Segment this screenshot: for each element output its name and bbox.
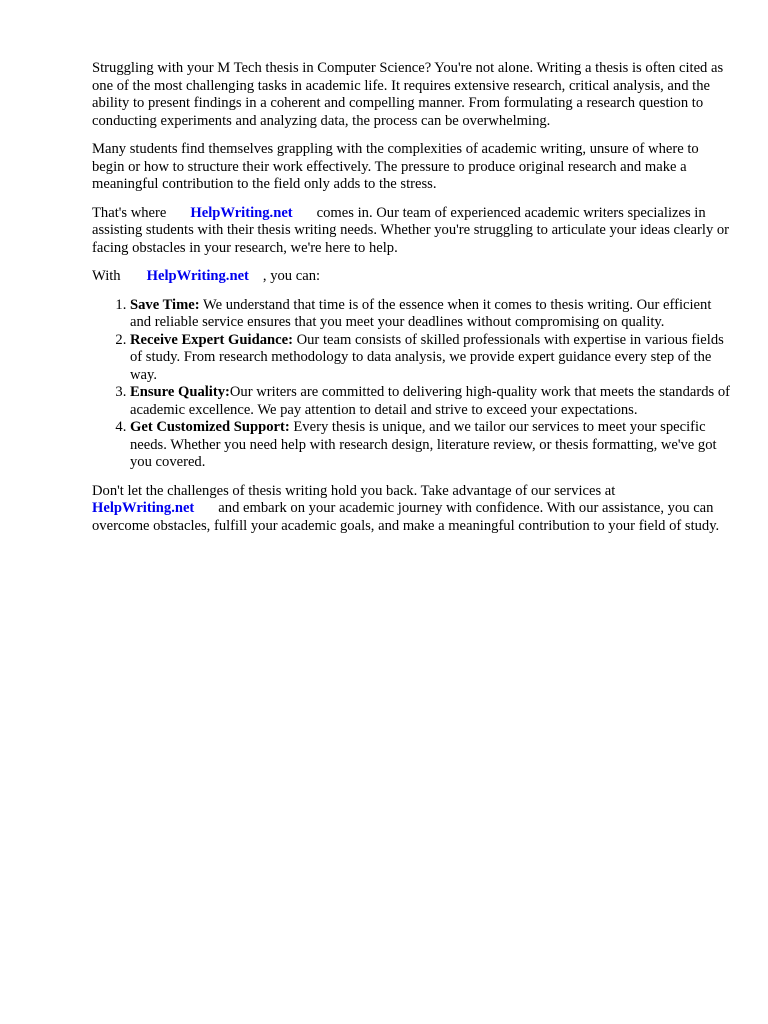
helpwriting-link-2[interactable]: HelpWriting.net [146, 268, 249, 284]
with-suffix: , you can: [262, 268, 321, 284]
closing-suffix: and embark on your academic journey with confidence. With our assistance, you can overcome obstacles, fulfill your academic goals, and make a meaningful contribution to your field of study. [92, 500, 720, 534]
helpwriting-link-3[interactable]: HelpWriting.net [92, 500, 195, 516]
benefit-expert-guidance [130, 332, 732, 385]
closing-paragraph [92, 483, 732, 536]
benefit-title: Receive Expert Guidance: [130, 331, 293, 348]
benefits-list [92, 297, 732, 472]
helpwriting-link-1[interactable]: HelpWriting.net [190, 204, 293, 221]
intro-paragraph-1: Struggling with your M Tech thesis in Computer Science? You're not alone. Writing a thesis is often cited as one of the most challenging tasks in academic life. It requires extensive research, critical analysis, and the ability to present findings in a coherent and compelling manner. From formulating a research question to conducting experiments and analyzing data, the process can be overwhelming. [92, 60, 724, 129]
document-body [92, 60, 732, 546]
with-line [92, 268, 732, 286]
benefit-customized-support [130, 419, 732, 472]
thats-where-paragraph [92, 205, 732, 258]
benefit-text: Our team consists of skilled professionals with expertise in various fields of study. From research methodology to data analysis, we provide expert guidance every step of the way. [130, 331, 724, 383]
benefit-title: Ensure Quality: [130, 384, 230, 400]
thats-where-prefix: That's where [92, 204, 167, 221]
benefit-title: Get Customized Support: [130, 419, 290, 435]
benefit-title: Save Time: [130, 296, 200, 313]
benefit-text: We understand that time is of the essence when it comes to thesis writing. Our efficient and reliable service ensures that you meet your deadlines without compromising on quality. [130, 296, 712, 330]
benefit-save-time [130, 297, 732, 332]
benefit-text: Every thesis is unique, and we tailor our services to meet your specific needs. Whether you need help with research design, literature review, or thesis formatting, we've got you covered. [130, 419, 717, 470]
thats-where-suffix: comes in. Our team of experienced academic writers specializes in assisting students with their thesis writing needs. Whether you're struggling to articulate your ideas clearly or facing obstacles in your research, we're here to help. [92, 204, 730, 256]
benefit-text: Our writers are committed to delivering high-quality work that meets the standards of academic excellence. We pay attention to detail and strive to exceed your expectations. [130, 384, 730, 418]
benefit-ensure-quality [130, 384, 732, 419]
closing-prefix: Don't let the challenges of thesis writing hold you back. Take advantage of our services at [92, 482, 616, 499]
with-prefix: With [92, 268, 121, 284]
intro-paragraph-2: Many students find themselves grappling with the complexities of academic writing, unsure of where to begin or how to structure their work effectively. The pressure to produce original research and make a meaningful contribution to the field only adds to the stress. [92, 141, 699, 192]
